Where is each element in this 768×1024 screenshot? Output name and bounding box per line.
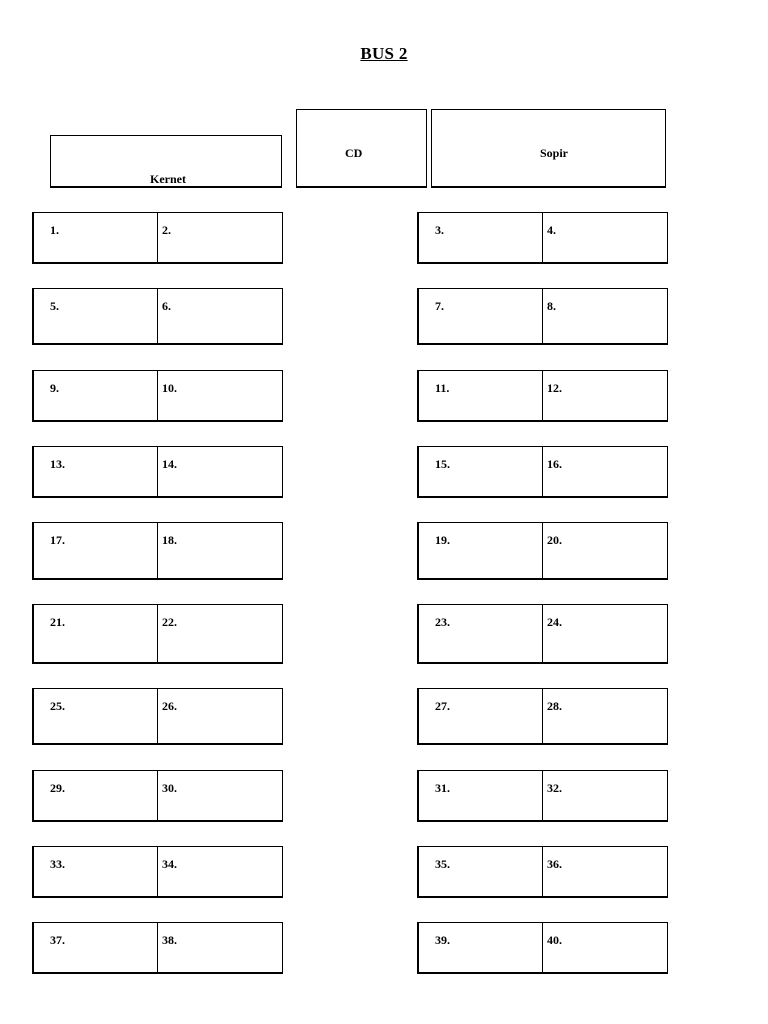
seat	[419, 447, 543, 496]
seat	[158, 689, 282, 743]
seat-number: 28.	[547, 699, 562, 713]
seat-pair-left	[32, 370, 283, 422]
seat	[158, 289, 282, 343]
seat	[419, 605, 543, 662]
seat-number: 38.	[162, 933, 177, 947]
seat-number: 29.	[50, 781, 65, 795]
seat-number: 18.	[162, 533, 177, 547]
seat-number: 32.	[547, 781, 562, 795]
sopir-label: Sopir	[540, 146, 569, 160]
seat	[34, 523, 158, 578]
seat	[158, 523, 282, 578]
seat-number: 3.	[435, 223, 444, 237]
seat	[543, 605, 667, 662]
seat	[419, 847, 543, 896]
seat-number: 15.	[435, 457, 450, 471]
seat-number: 35.	[435, 857, 450, 871]
seat	[543, 771, 667, 820]
seat-number: 11.	[435, 381, 450, 395]
seat-pair-right	[417, 770, 668, 822]
seat	[543, 289, 667, 343]
seat-number: 34.	[162, 857, 177, 871]
seat-number: 23.	[435, 615, 450, 629]
seat	[34, 289, 158, 343]
seat-number: 14.	[162, 457, 177, 471]
seat	[419, 771, 543, 820]
seat-number: 39.	[435, 933, 450, 947]
seat	[158, 923, 282, 972]
seat-number: 31.	[435, 781, 450, 795]
seat-pair-left	[32, 688, 283, 745]
seat-pair-right	[417, 922, 668, 974]
seat	[543, 923, 667, 972]
seat-number: 2.	[162, 223, 171, 237]
seat	[543, 447, 667, 496]
seat	[543, 689, 667, 743]
seat	[34, 923, 158, 972]
cd-label: CD	[345, 146, 363, 160]
seat-number: 19.	[435, 533, 450, 547]
seat-pair-left	[32, 446, 283, 498]
seat	[158, 447, 282, 496]
seat-number: 27.	[435, 699, 450, 713]
seat	[34, 447, 158, 496]
sopir-box	[431, 109, 666, 188]
seat-number: 26.	[162, 699, 177, 713]
kernet-box	[50, 135, 282, 188]
seat-number: 40.	[547, 933, 562, 947]
seat-pair-left	[32, 522, 283, 580]
seat	[34, 605, 158, 662]
seat-number: 22.	[162, 615, 177, 629]
seat-number: 8.	[547, 299, 556, 313]
seat-pair-left	[32, 922, 283, 974]
seat	[158, 847, 282, 896]
seat-pair-right	[417, 522, 668, 580]
seat-pair-right	[417, 446, 668, 498]
seat-number: 4.	[547, 223, 556, 237]
seat-pair-left	[32, 604, 283, 664]
seat-number: 33.	[50, 857, 65, 871]
seat-number: 10.	[162, 381, 177, 395]
seat-pair-right	[417, 688, 668, 745]
seat	[34, 689, 158, 743]
seat	[543, 371, 667, 420]
seat-number: 24.	[547, 615, 562, 629]
seat	[419, 689, 543, 743]
seat	[158, 213, 282, 262]
seat-pair-right	[417, 288, 668, 345]
seat	[543, 847, 667, 896]
seat-number: 17.	[50, 533, 65, 547]
seat-pair-right	[417, 212, 668, 264]
seat	[34, 371, 158, 420]
seat-number: 30.	[162, 781, 177, 795]
seat-pair-right	[417, 370, 668, 422]
seat-number: 6.	[162, 299, 171, 313]
seat-pair-left	[32, 770, 283, 822]
seat	[419, 371, 543, 420]
seat-number: 37.	[50, 933, 65, 947]
seat	[158, 605, 282, 662]
seat-number: 36.	[547, 857, 562, 871]
seat-number: 20.	[547, 533, 562, 547]
seat-number: 21.	[50, 615, 65, 629]
seat	[419, 523, 543, 578]
seat-pair-left	[32, 846, 283, 898]
seat-number: 25.	[50, 699, 65, 713]
seat	[158, 371, 282, 420]
seat-number: 16.	[547, 457, 562, 471]
seat-number: 9.	[50, 381, 59, 395]
cd-box	[296, 109, 427, 188]
seat-pair-right	[417, 604, 668, 664]
seat	[419, 213, 543, 262]
seat-number: 13.	[50, 457, 65, 471]
seat-pair-left	[32, 212, 283, 264]
seat-number: 7.	[435, 299, 444, 313]
seat-number: 5.	[50, 299, 59, 313]
seat	[543, 523, 667, 578]
seat	[419, 289, 543, 343]
seat-number: 12.	[547, 381, 562, 395]
seat	[543, 213, 667, 262]
kernet-label: Kernet	[150, 172, 186, 186]
seat	[158, 771, 282, 820]
seat	[419, 923, 543, 972]
page-title: BUS 2	[360, 44, 408, 63]
seat-pair-left	[32, 288, 283, 345]
seat	[34, 847, 158, 896]
seat	[34, 213, 158, 262]
seat-number: 1.	[50, 223, 59, 237]
seat-pair-right	[417, 846, 668, 898]
seat	[34, 771, 158, 820]
